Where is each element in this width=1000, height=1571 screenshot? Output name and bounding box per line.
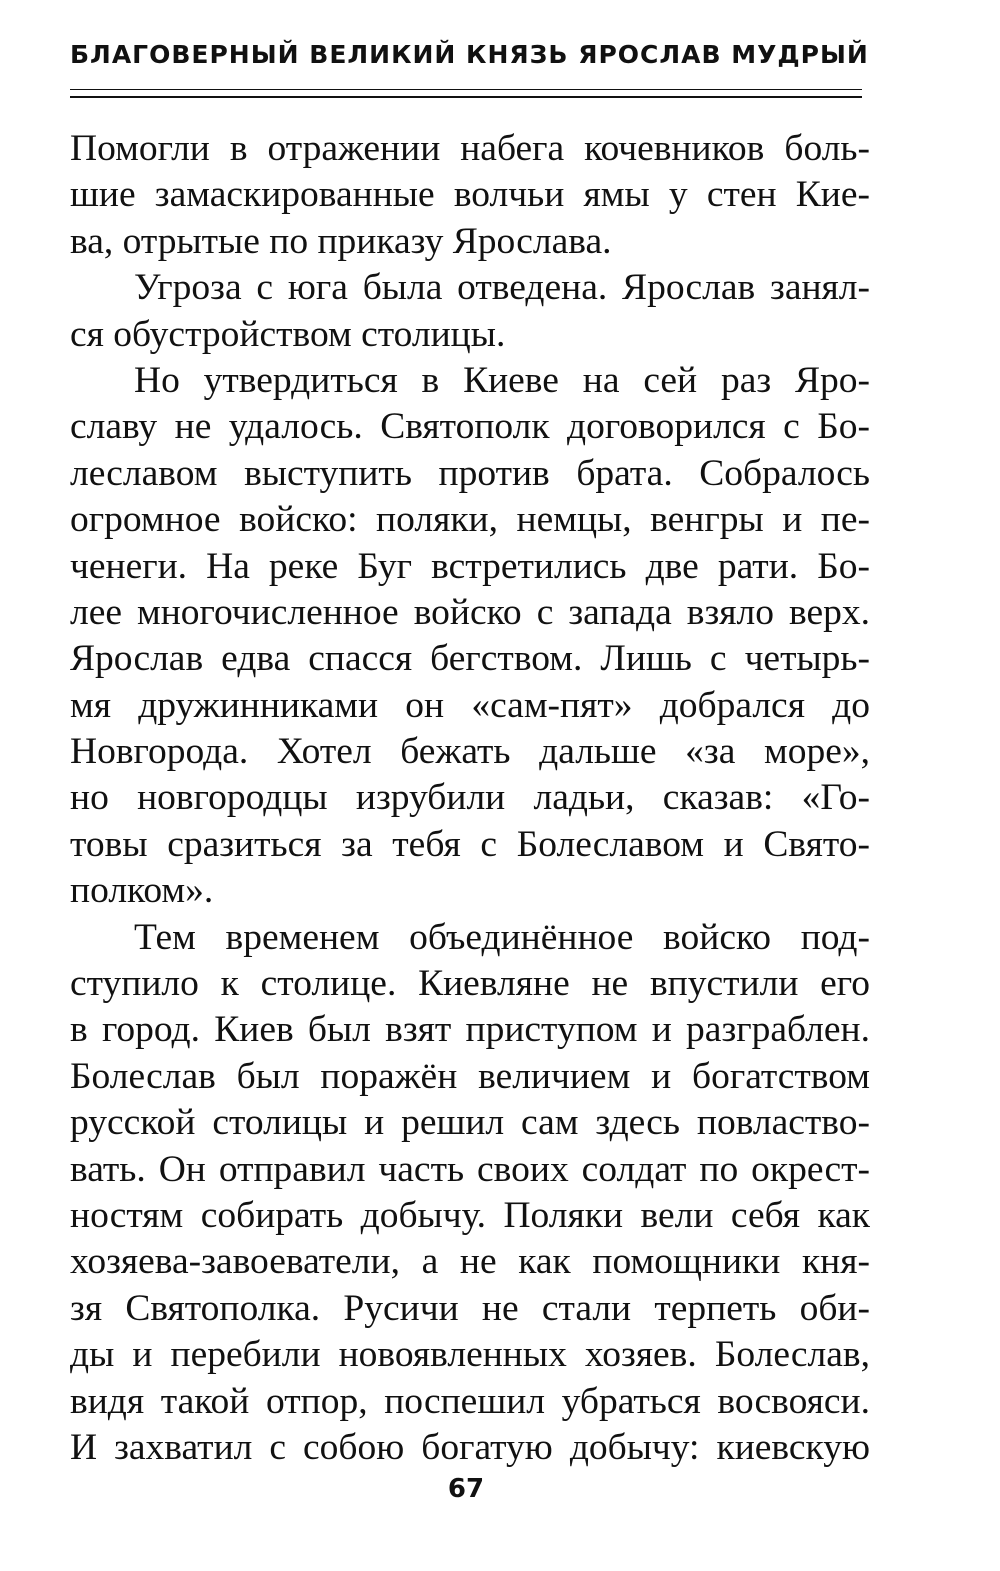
text-line: Новгорода. Хотел бежать дальше «за море»,	[70, 731, 870, 773]
text-line: в город. Киев был взят приступом и разграблен.	[70, 1009, 870, 1051]
text-line: ва, отрытые по приказу Ярослава.	[70, 220, 612, 262]
text-line: Угроза с юга была отведена. Ярослав занял-	[134, 267, 870, 309]
text-line: русской столицы и решил сам здесь повластво-	[70, 1102, 870, 1144]
text-line: лее многочисленное войско с запада взяло верх.	[70, 591, 870, 633]
text-line: ступило к столице. Киевляне не впустили его	[70, 963, 870, 1005]
text-line: мя дружинниками он «сам-пят» добрался до	[70, 684, 870, 726]
text-line: зя Святополка. Русичи не стали терпеть оби-	[70, 1287, 870, 1329]
text-line: Помогли в отражении набега кочевников боль-	[70, 128, 870, 169]
text-line: И захватил с собою богатую добычу: киевскую	[70, 1426, 870, 1468]
text-line: ды и перебили новоявленных хозяев. Болеслав,	[70, 1334, 870, 1376]
header-rule-bottom	[70, 96, 862, 98]
text-line: шие замаскированные волчьи ямы у стен Кие-	[70, 174, 870, 216]
text-line: славу не удалось. Святополк договорился с Бо-	[70, 406, 870, 448]
running-header-title: БЛАГОВЕРНЫЙ ВЕЛИКИЙ КНЯЗЬ ЯРОСЛАВ МУДРЫЙ	[70, 40, 869, 69]
text-line: ся обустройством столицы.	[70, 313, 506, 355]
text-line: но новгородцы изрубили ладьи, сказав: «Го-	[70, 777, 870, 819]
page-number: 67	[447, 1474, 485, 1504]
text-line: ченеги. На реке Буг встретились две рати. Бо-	[70, 545, 870, 587]
text-line: Ярослав едва спасся бегством. Лишь с четырь-	[70, 638, 870, 680]
main-text	[70, 126, 870, 1471]
text-line: товы сразиться за тебя с Болеславом и Свято-	[70, 823, 870, 865]
text-line: видя такой отпор, поспешил убраться восвояси.	[70, 1380, 870, 1422]
header-rule-top	[70, 89, 862, 90]
text-line: Болеслав был поражён величием и богатством	[70, 1055, 870, 1097]
text-line: хозяева-завоеватели, а не как помощники кня-	[70, 1241, 870, 1283]
text-line: Тем временем объединённое войско под-	[134, 916, 870, 958]
text-line: леславом выступить против брата. Собралось	[70, 452, 870, 494]
text-line: ностям собирать добычу. Поляки вели себя как	[70, 1194, 870, 1236]
text-line: Но утвердиться в Киеве на сей раз Яро-	[134, 359, 870, 401]
text-line: полком».	[70, 870, 214, 912]
text-line: огромное войско: поляки, немцы, венгры и пе-	[70, 499, 870, 541]
text-line: вать. Он отправил часть своих солдат по окрест-	[70, 1148, 870, 1190]
